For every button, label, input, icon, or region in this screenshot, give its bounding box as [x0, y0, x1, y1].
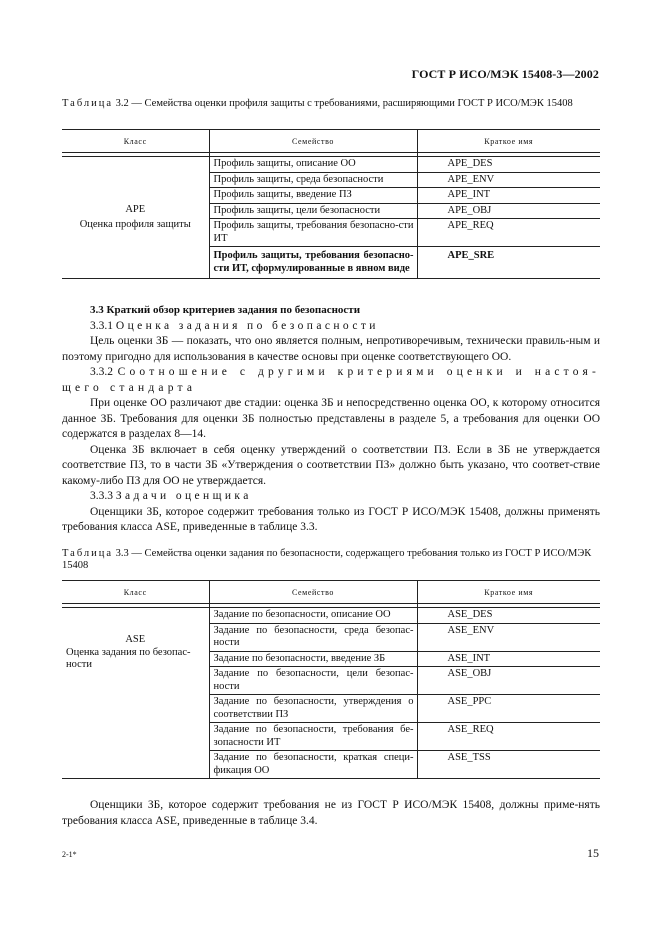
section-3-3: [62, 303, 600, 536]
caption-label: Таблица: [62, 98, 114, 109]
family-cell: Профиль защиты, требования безопасно-сти ИТ, сформулированные в явном виде: [209, 247, 417, 279]
family-cell: Профиль защиты, требования безопасно-сти ИТ: [209, 219, 417, 247]
class-code: APE: [125, 203, 146, 215]
table-row: [62, 157, 600, 173]
class-name: Оценка задания по безопас-ности: [66, 646, 191, 670]
table-3-2: [62, 129, 600, 279]
class-cell: [62, 608, 209, 779]
table-3-3-caption: [62, 548, 602, 572]
document-header: ГОСТ Р ИСО/МЭК 15408-3—2002: [411, 67, 599, 81]
header-class: Класс: [62, 581, 209, 604]
subsection-3-3-1-heading: [62, 319, 600, 335]
table-header-row: [62, 581, 600, 604]
abbr-cell: ASE_REQ: [417, 723, 600, 751]
paragraph: Оценщики ЗБ, которое содержит требования только из ГОСТ Р ИСО/МЭК 15408, должны применять требования класса ASE, приведенные в таблице 3.3.: [62, 505, 600, 533]
header-family: Семейство: [209, 130, 417, 153]
paragraph: При оценке ОО различают две стадии: оценка ЗБ и непосредственно оценка ОО, к которому относится данное ЗБ. Требования для оценки ЗБ полностью представлены в разделе 5, а требования для оценки ОО содержатся в разделах 8—14.: [62, 397, 600, 440]
subsection-title: Соотношение с другими критериями оценки и настоя-щего стандарта: [62, 366, 601, 394]
family-cell: Задание по безопасности, требования бе-зопасности ИТ: [209, 723, 417, 751]
family-cell: Задание по безопасности, среда безопас-ности: [209, 623, 417, 651]
abbr-cell: APE_INT: [417, 188, 600, 204]
abbr-cell: ASE_PPC: [417, 695, 600, 723]
subsection-number: 3.3.3: [90, 490, 113, 502]
section-heading: 3.3 Краткий обзор критериев задания по безопасности: [90, 304, 361, 316]
caption-text: 3.2 — Семейства оценки профиля защиты с требованиями, расширяющими ГОСТ Р ИСО/МЭК 15408: [113, 98, 573, 109]
family-cell: Задание по безопасности, краткая специ-фикация ОО: [209, 751, 417, 779]
family-cell: Профиль защиты, описание ОО: [209, 157, 417, 173]
header-short-name: Краткое имя: [417, 130, 600, 153]
family-cell: Задание по безопасности, утверждения о соответствии ПЗ: [209, 695, 417, 723]
paragraph: Оценщики ЗБ, которое содержит требования не из ГОСТ Р ИСО/МЭК 15408, должны приме-нять требования класса ASE, приведенные в таблице 3.4.: [62, 799, 600, 827]
header-class: Класс: [62, 130, 209, 153]
abbr-cell: APE_SRE: [417, 247, 600, 279]
table-3-2-caption: [62, 98, 602, 110]
family-cell: Задание по безопасности, цели безопас-ности: [209, 667, 417, 695]
table-3-3: [62, 580, 600, 779]
family-cell: Профиль защиты, среда безопасности: [209, 172, 417, 188]
paragraph: Цель оценки ЗБ — показать, что оно является полным, непротиворечивым, технически правиль-ным и поэтому пригодно для использования в качестве основы при оценке соответствующего ОО.: [62, 335, 600, 363]
class-code: ASE: [125, 634, 146, 645]
paragraph: Оценка ЗБ включает в себя оценку утверждений о соответствии ПЗ. Если в ЗБ не утверждается соответствие ПЗ, то в части ЗБ «Утверждения о соответствии ПЗ» должно быть указано, что соответ-ствие какому-либо ПЗ для ОО не утверждается.: [62, 443, 600, 487]
family-cell: Задание по безопасности, описание ОО: [209, 608, 417, 624]
abbr-cell: APE_DES: [417, 157, 600, 173]
family-cell: Профиль защиты, введение ПЗ: [209, 188, 417, 204]
caption-text: 3.3 — Семейства оценки задания по безопасности, содержащего требования только из ГОСТ Р ИСО/МЭК 15408: [62, 548, 592, 571]
sheet-mark: 2-1*: [62, 850, 77, 859]
abbr-cell: ASE_OBJ: [417, 667, 600, 695]
abbr-cell: ASE_ENV: [417, 623, 600, 651]
page-number: 15: [587, 846, 599, 860]
subsection-3-3-3-heading: [62, 489, 600, 505]
subsection-number: 3.3.1: [90, 319, 113, 332]
subsection-3-3-2-heading: [62, 365, 600, 396]
abbr-cell: APE_ENV: [417, 172, 600, 188]
header-family: Семейство: [209, 581, 417, 604]
closing-section: [62, 798, 600, 829]
caption-label: Таблица: [62, 548, 114, 559]
class-cell: [62, 157, 209, 279]
subsection-number: 3.3.2: [90, 366, 113, 378]
header-short-name: Краткое имя: [417, 581, 600, 604]
table-header-row: [62, 130, 600, 153]
class-name: Оценка профиля защиты: [79, 219, 191, 230]
abbr-cell: ASE_INT: [417, 651, 600, 667]
abbr-cell: APE_REQ: [417, 219, 600, 247]
abbr-cell: APE_OBJ: [417, 203, 600, 219]
table-row: [62, 608, 600, 624]
abbr-cell: ASE_DES: [417, 608, 600, 624]
subsection-title: Оценка задания по безопасности: [115, 319, 379, 332]
family-cell: Профиль защиты, цели безопасности: [209, 203, 417, 219]
subsection-title: Задачи оценщика: [115, 490, 252, 502]
family-cell: Задание по безопасности, введение ЗБ: [209, 651, 417, 667]
abbr-cell: ASE_TSS: [417, 751, 600, 779]
